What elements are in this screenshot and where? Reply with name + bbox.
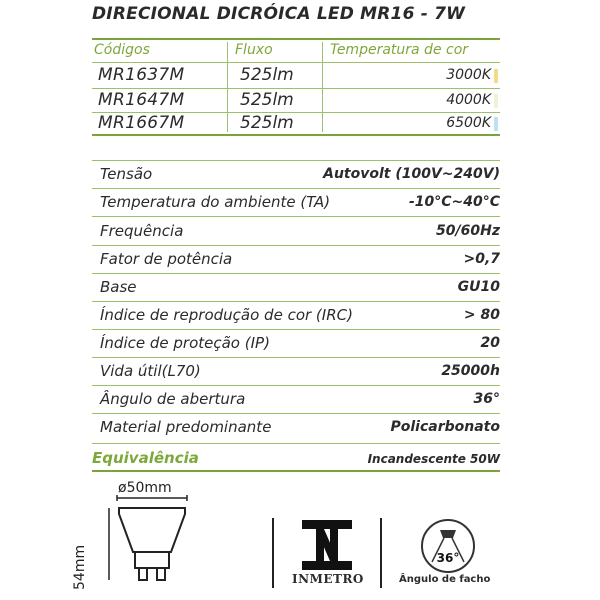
spec-value-ambient-temp: -10°C~40°C <box>408 194 500 210</box>
header-codes: Códigos <box>94 42 150 58</box>
inmetro-logo-icon <box>302 520 352 570</box>
column-divider <box>322 42 323 132</box>
header-rule <box>92 62 500 63</box>
spec-value-frequency: 50/60Hz <box>436 223 500 239</box>
height-label: 54mm <box>72 544 88 590</box>
row-code: MR1667M <box>98 113 185 133</box>
spec-rule <box>92 413 500 414</box>
spec-label-power-factor: Fator de potência <box>100 250 233 268</box>
spec-label-irc: Índice de reprodução de cor (IRC) <box>100 306 353 324</box>
row-temp: 3000K <box>446 67 491 83</box>
color-swatch-4000k <box>494 94 498 108</box>
spec-rule <box>92 301 500 302</box>
spec-value-base: GU10 <box>457 279 500 295</box>
inmetro-label: INMETRO <box>292 572 364 586</box>
spec-value-material: Policarbonato <box>390 419 500 435</box>
row-flux: 525lm <box>240 113 294 133</box>
spec-rule <box>92 273 500 274</box>
spec-value-ip: 20 <box>480 335 500 351</box>
row-rule <box>92 88 500 89</box>
spec-rule <box>92 329 500 330</box>
beam-angle-icon <box>420 518 476 574</box>
header-flux: Fluxo <box>235 42 273 58</box>
spec-label-frequency: Frequência <box>100 222 184 240</box>
spec-label-material: Material predominante <box>100 418 272 436</box>
spec-top-rule <box>92 160 500 161</box>
spec-label-ambient-temp: Temperatura do ambiente (TA) <box>100 193 331 211</box>
spec-value-voltage: Autovolt (100V~240V) <box>323 166 500 182</box>
spec-rule <box>92 188 500 189</box>
spec-rule <box>92 216 500 217</box>
spec-value-irc: > 80 <box>463 307 500 323</box>
product-title: DIRECIONAL DICRÓICA LED MR16 - 7W <box>92 4 466 24</box>
column-divider <box>227 42 228 132</box>
spec-rule <box>92 357 500 358</box>
row-flux: 525lm <box>240 90 294 110</box>
spec-value-beam-angle: 36° <box>473 391 500 407</box>
spec-label-voltage: Tensão <box>100 165 153 183</box>
spec-rule <box>92 385 500 386</box>
spec-rule <box>92 443 500 444</box>
spec-bottom-rule <box>92 470 500 472</box>
row-temp: 6500K <box>446 115 491 131</box>
spec-label-beam-angle: Ângulo de abertura <box>100 390 246 408</box>
table-bottom-rule <box>92 134 500 136</box>
spec-value-lifetime: 25000h <box>441 363 500 379</box>
spec-label-ip: Índice de proteção (IP) <box>100 334 270 352</box>
spec-rule <box>92 245 500 246</box>
divider <box>380 518 382 588</box>
color-swatch-6500k <box>494 117 498 131</box>
row-flux: 525lm <box>240 65 294 85</box>
divider <box>272 518 274 588</box>
row-code: MR1647M <box>98 90 185 110</box>
spec-label-lifetime: Vida útil(L70) <box>100 362 201 380</box>
bulb-diagram-icon <box>105 494 195 594</box>
beam-angle-value: 36° <box>436 551 460 565</box>
diameter-label: ø50mm <box>118 480 172 496</box>
equivalence-label: Equivalência <box>92 449 199 467</box>
header-temperature: Temperatura de cor <box>330 42 469 58</box>
row-temp: 4000K <box>446 92 491 108</box>
color-swatch-3000k <box>494 69 498 83</box>
beam-angle-caption: Ângulo de facho <box>399 574 491 585</box>
equivalence-value: Incandescente 50W <box>367 452 500 466</box>
spec-value-power-factor: >0,7 <box>463 251 500 267</box>
table-top-rule <box>92 38 500 40</box>
spec-label-base: Base <box>100 278 137 296</box>
row-code: MR1637M <box>98 65 185 85</box>
